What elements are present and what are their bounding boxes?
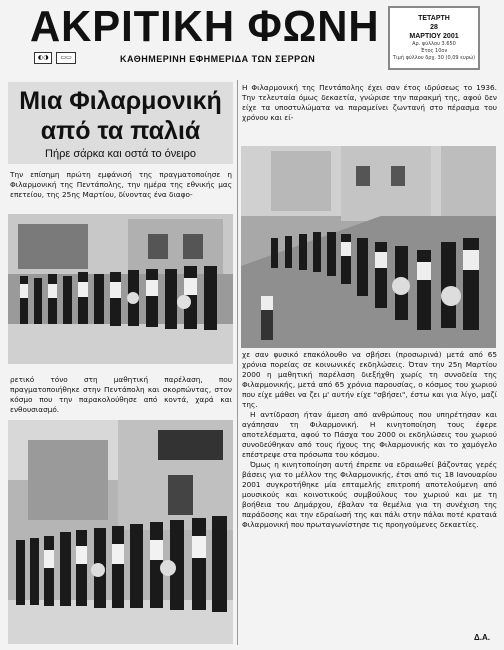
masthead-logos [34,52,76,64]
article-paragraph: Η αντίδραση ήταν άμεση από ανθρώπους που υπηρέτησαν και αγάπησαν τη Φιλαρμονική. Η κινητοποίηση τους έφερε αποτελέσματα, αφού το Πάσχα του 2000 οι εκδηλώσεις του χωριού συνοδεύθηκαν από τους ήχους της Φιλαρμονικής και το χαμόγελο επέστρεψε στα πρόσωπα του κόσμου. [242,410,497,459]
newspaper-title: ΑΚΡΙΤΙΚΗ ΦΩΝΗ [30,2,380,51]
article-paragraph: Όμως η κινητοποίηση αυτή έπρεπε να εδραιωθεί βάζοντας γερές βάσεις για το μέλλον της Φιλαρμονικής, έτσι από τις 18 Ιανουαρίου 2001 συγκροτήθηκε μία επταμελής επιτροπή αποτελούμενη από μουσικούς και κοινοτικούς συμβούλους του χωριού και με τη βοήθεια του Δημάρχου, έβαλαν τα θεμέλια για τη συνέχιση της παράδοσης και την εδραίωσή της και πάλι στην πάλαι ποτέ κραταιά Φιλαρμονική που πρωταγωνίστησε τις προηγούμενες δεκαετίες. [242,460,497,529]
headline-box [8,82,233,164]
band-marching-photo [241,146,496,348]
column-divider [237,80,238,645]
article-right-lower [242,350,497,530]
article-paragraph: Η Φιλαρμονική της Πεντάπολης έχει σαν έτος ιδρύσεως το 1936. Την τελευταία όμως δεκαετία, γνώρισε την παρακμή της, αφού δεν είχε τα υποστυλώματα να παραμείνει ζωντανή στο πέρασμα του χρόνου και εί- [242,83,497,122]
newspaper-subtitle: ΚΑΘΗΜΕΡΙΝΗ ΕΦΗΜΕΡΙΔΑ ΤΩΝ ΣΕΡΡΩΝ [120,54,316,64]
issue-price: Τιμή φύλλου δρχ. 30 (0,09 ευρώ) [392,55,476,61]
logo-icon: ▭▭ [56,52,75,64]
issue-month-year: ΜΑΡΤΙΟΥ 2001 [409,33,459,40]
issue-number: Αρ. φύλλου 3.650 [412,41,456,47]
logo-icon: ◐◑ [34,52,52,64]
band-parade-photo [8,214,233,364]
band-portrait-photo [8,420,233,644]
article-headline: Μια Φιλαρμονική από τα παλιά [19,87,222,145]
issue-day: ΤΕΤΑΡΤΗ [418,15,450,22]
issue-date-number: 28 [430,24,438,31]
issue-year: Έτος 10ον [420,48,448,54]
masthead [30,2,480,72]
date-box [388,6,480,70]
article-paragraph: χε σαν φυσικό επακόλουθο να σβήσει (προσωρινά) μετά από 65 χρόνια πορείας σε κοινωνικές εκδηλώσεις. Όταν την 25η Μαρτίου 2000 η μαθητική παρέλαση διεξήχθη χωρίς τη συνοδεία της Φιλαρμονικής, μετά από 65 χρόνια παρουσίας, ο κόσμος του χωριού που είχε μάθει να ζει μ' αυτήν είχε "σβήσει", έστω και για λίγο, μαζί της. [242,350,497,409]
article-paragraph: Την επίσημη πρώτη εμφάνισή της πραγματοποίησε η Φιλαρμονική της Πεντάπολης, την ημέρα της εθνικής μας επετείου, της 25ης Μαρτίου, δίνοντας ένα διαφο- [10,170,232,199]
article-paragraph: ρετικό τόνο στη μαθητική παρέλαση, που πραγματοποιήθηκε στην Πεντάπολη και σκορπώντας, στον κόσμο που την παρακολούθησε από κοντά, χαρά και ενθουσιασμό. [10,375,232,414]
author-signature: Δ.Α. [474,633,490,642]
article-subheadline: Πήρε σάρκα και οστά το όνειρο [45,148,196,160]
